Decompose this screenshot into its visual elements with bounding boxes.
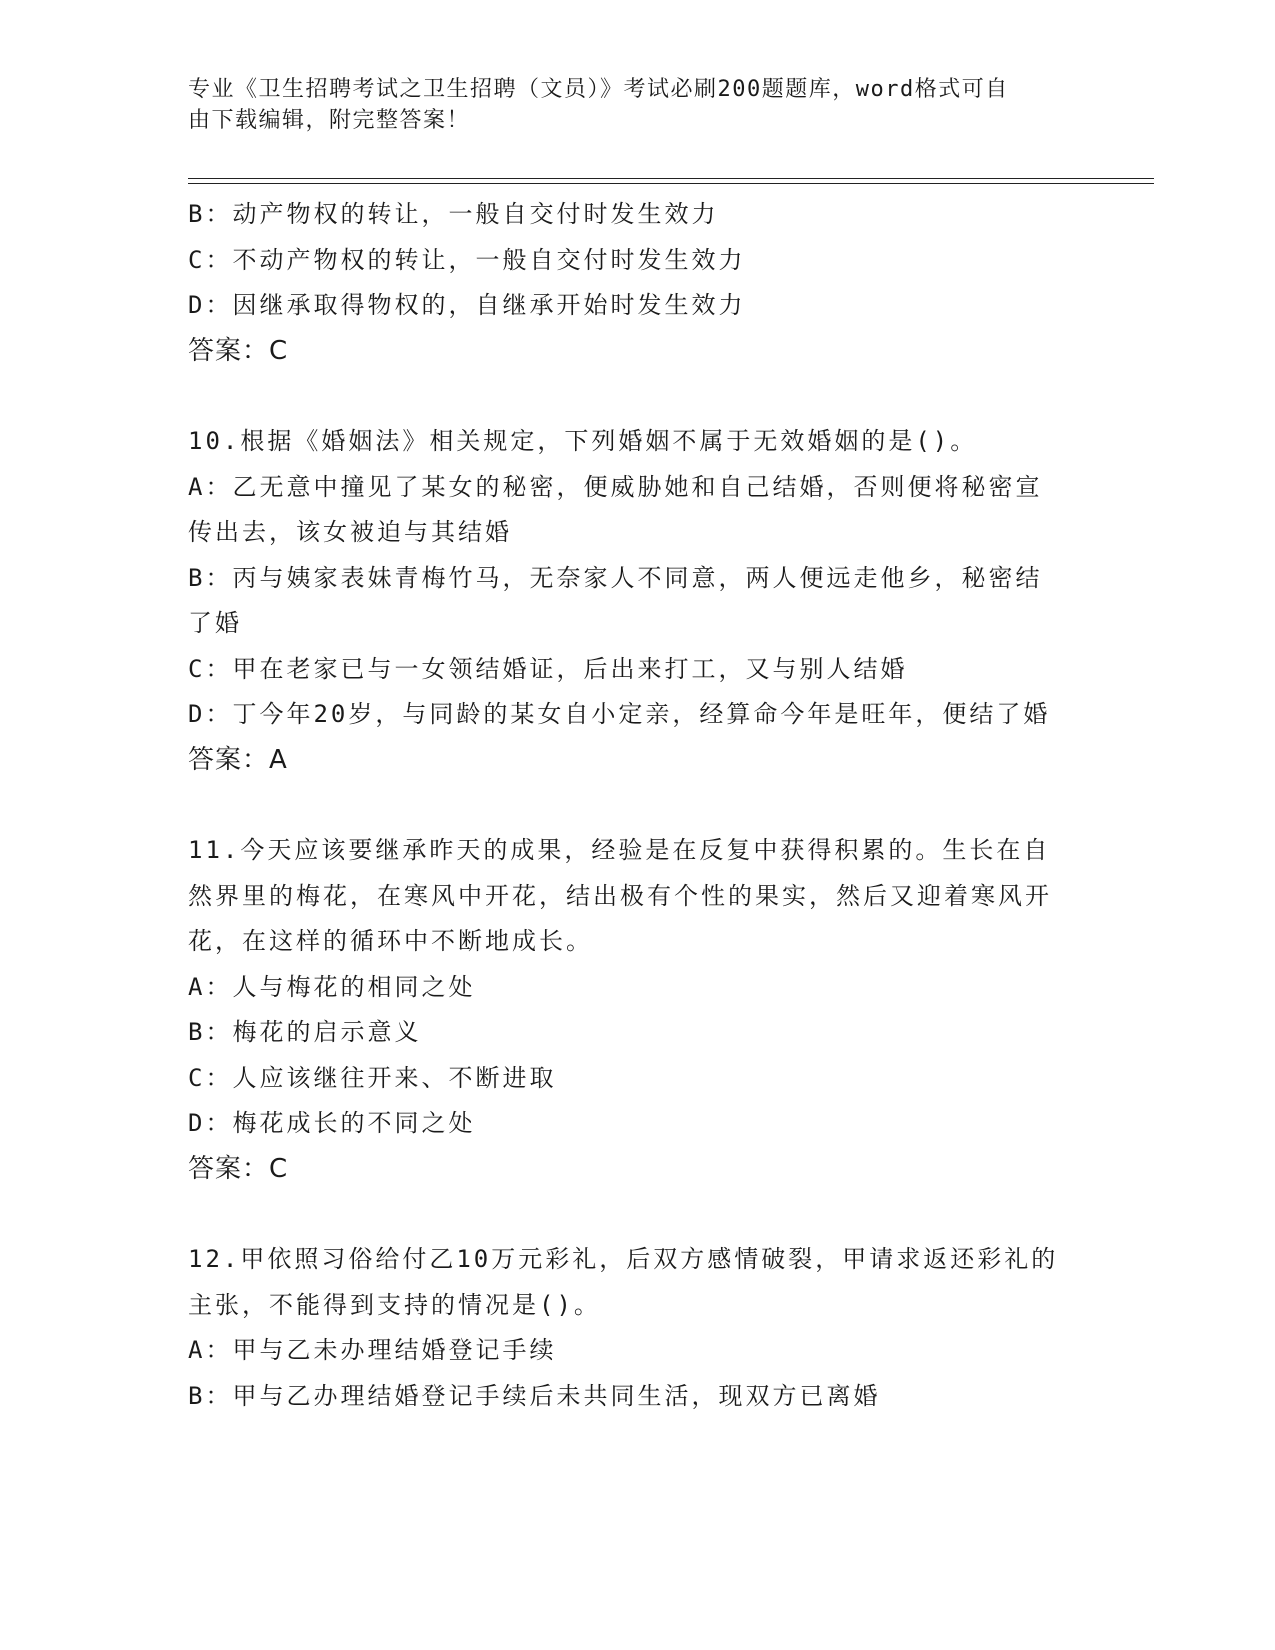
option-d: D：因继承取得物权的，自继承开始时发生效力 bbox=[188, 291, 746, 319]
option-c: C：不动产物权的转让，一般自交付时发生效力 bbox=[188, 245, 746, 274]
option-a: A：乙无意中撞见了某女的秘密，便威胁她和自己结婚，否则便将秘密宣传出去，该女被迫与其结婚 bbox=[188, 472, 1043, 546]
question-stem: 10.根据《婚姻法》相关规定，下列婚姻不属于无效婚姻的是()。 bbox=[188, 427, 978, 455]
question-10 bbox=[188, 419, 1068, 783]
option-c: C：甲在老家已与一女领结婚证，后出来打工，又与别人结婚 bbox=[188, 654, 908, 683]
option-b: B：梅花的启示意义 bbox=[188, 1018, 422, 1046]
header-title-line-1: 专业《卫生招聘考试之卫生招聘（文员）》考试必刷200题题库，word格式可自 bbox=[188, 77, 1009, 102]
option-b: B：甲与乙办理结婚登记手续后未共同生活，现双方已离婚 bbox=[188, 1381, 881, 1410]
header-title-line-2: 由下载编辑，附完整答案！ bbox=[188, 108, 471, 133]
document-header bbox=[188, 74, 1088, 136]
question-9-tail bbox=[188, 192, 1068, 374]
header-divider-top bbox=[188, 178, 1154, 179]
option-b: B：丙与姨家表妹青梅竹马，无奈家人不同意，两人便远走他乡，秘密结了婚 bbox=[188, 563, 1043, 637]
option-c: C：人应该继往开来、不断进取 bbox=[188, 1063, 557, 1092]
spacer bbox=[188, 1192, 1068, 1237]
question-stem: 11.今天应该要继承昨天的成果，经验是在反复中获得积累的。生长在自然界里的梅花，在寒风中开花，结出极有个性的果实，然后又迎着寒风开花，在这样的循环中不断地成长。 bbox=[188, 836, 1052, 955]
spacer bbox=[188, 783, 1068, 828]
question-11 bbox=[188, 828, 1068, 1192]
spacer bbox=[188, 374, 1068, 419]
answer: 答案：C bbox=[188, 335, 289, 366]
option-a: A：甲与乙未办理结婚登记手续 bbox=[188, 1336, 557, 1364]
answer: 答案：C bbox=[188, 1153, 289, 1184]
question-stem: 12.甲依照习俗给付乙10万元彩礼，后双方感情破裂，甲请求返还彩礼的主张，不能得到支持的情况是()。 bbox=[188, 1245, 1059, 1319]
option-b: B：动产物权的转让，一般自交付时发生效力 bbox=[188, 200, 719, 228]
document-body bbox=[188, 192, 1068, 1419]
answer: 答案：A bbox=[188, 744, 288, 775]
option-d: D：梅花成长的不同之处 bbox=[188, 1109, 476, 1137]
question-12 bbox=[188, 1237, 1068, 1419]
option-a: A：人与梅花的相同之处 bbox=[188, 972, 476, 1001]
option-d: D：丁今年20岁，与同龄的某女自小定亲，经算命今年是旺年，便结了婚 bbox=[188, 700, 1051, 728]
header-divider-bottom bbox=[188, 183, 1154, 184]
